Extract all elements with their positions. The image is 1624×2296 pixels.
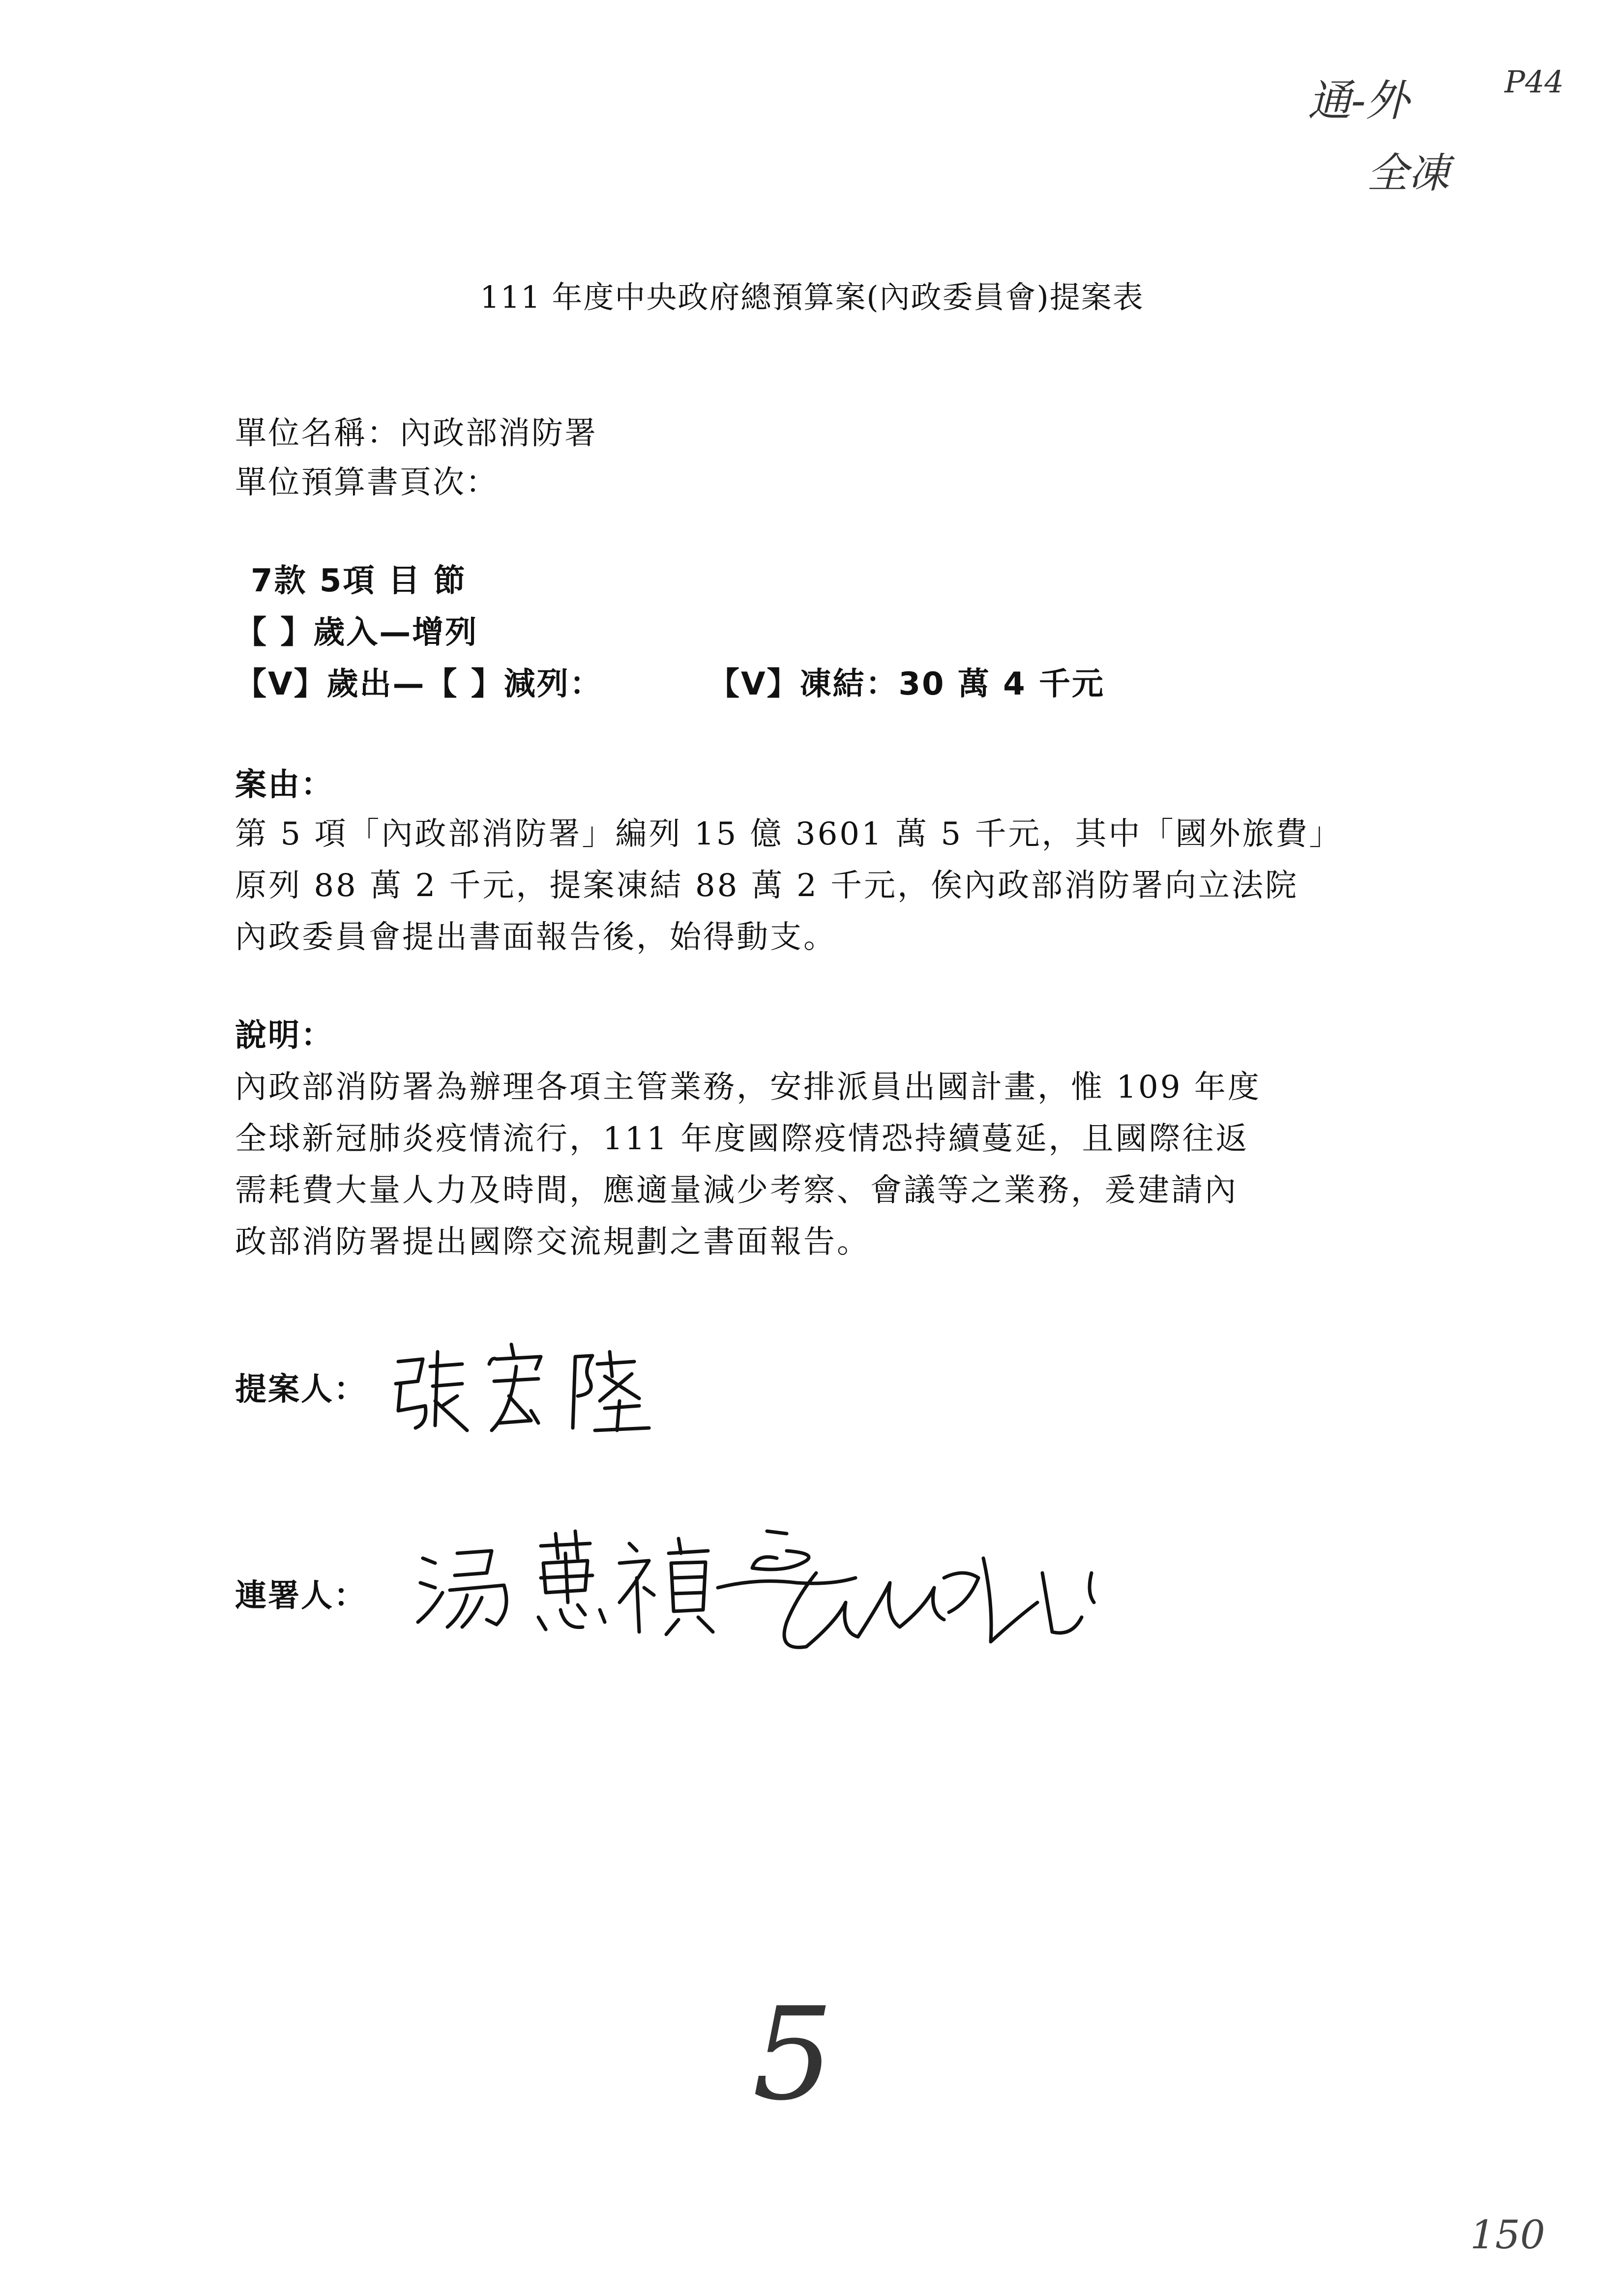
corner-number: 150 [1470,2212,1545,2258]
page-number: 5 [752,1980,834,2129]
reason-line: 內政委員會提出書面報告後，始得動支。 [235,919,837,956]
explanation-line: 需耗費大量人力及時間，應適量減少考察、會議等之業務，爰建請內 [235,1172,1238,1209]
explanation-line: 政部消防署提出國際交流規劃之書面報告。 [235,1224,870,1260]
reason-heading: 案由： [235,767,334,803]
cosigner-signature [413,1504,1298,1681]
proposer-signature [388,1337,664,1435]
reason-line: 原列 88 萬 2 千元，提案凍結 88 萬 2 千元，俟內政部消防署向立法院 [235,868,1299,904]
handwritten-note-line1: 通-外 [1308,75,1409,126]
page-title: 111 年度中央政府總預算案(內政委員會)提案表 [480,279,1144,315]
explanation-line: 內政部消防署為辦理各項主管業務，安排派員出國計畫，惟 109 年度 [235,1069,1261,1105]
classification-line1: 7款 5項 目 節 [251,563,467,599]
classification-line3-right: 【V】凍結：30 萬 4 千元 [708,666,1105,702]
proposer-label: 提案人： [235,1371,367,1408]
reason-line: 第 5 項「內政部消防署」編列 15 億 3601 萬 5 千元，其中「國外旅費」 [235,816,1343,852]
handwritten-page-ref: P44 [1505,64,1564,100]
cosigner-label: 連署人： [235,1578,367,1614]
explanation-line: 全球新冠肺炎疫情流行，111 年度國際疫情恐持續蔓延，且國際往返 [235,1121,1249,1157]
unit-name: 單位名稱：內政部消防署 [235,415,597,452]
explanation-heading: 說明： [235,1017,334,1054]
unit-budget-page: 單位預算書頁次： [235,465,499,501]
classification-line3-left: 【V】歲出—【 】減列： [235,666,603,702]
handwritten-note-line2: 全凍 [1367,149,1450,197]
classification-line2: 【 】歲入—增列 [235,614,478,651]
